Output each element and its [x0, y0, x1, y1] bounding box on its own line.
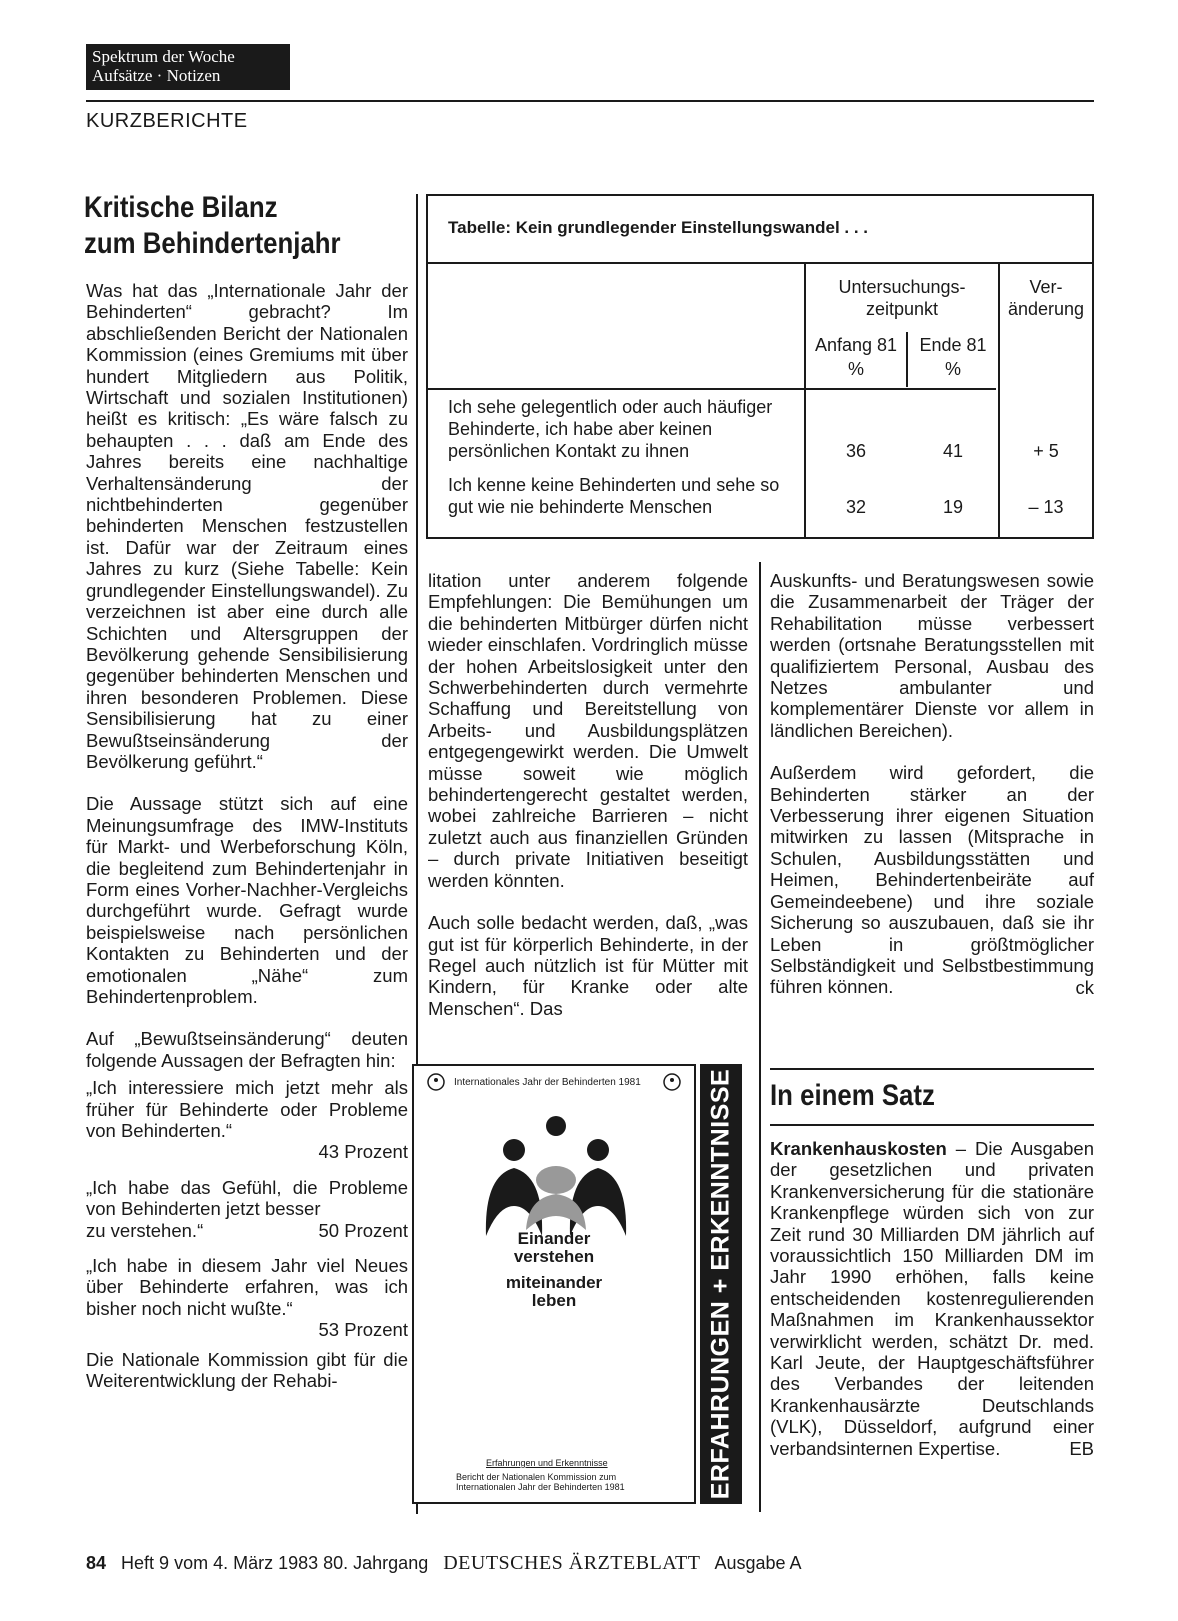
- article-headline: [84, 190, 359, 262]
- header-line-1: Spektrum der Woche: [92, 47, 235, 66]
- poster-top-label: Internationales Jahr der Behinderten 1981: [454, 1077, 641, 1088]
- page-number: 84: [86, 1553, 107, 1573]
- page-footer: [86, 1552, 802, 1575]
- quote-text: „Ich habe in diesem Jahr viel Neues über Behinderte erfahren, was ich bisher noch nicht wußte.“: [86, 1255, 408, 1319]
- survey-table: [426, 194, 1094, 539]
- paragraph: Auf „Bewußtseinsänderung“ deuten folgende Aussagen der Befragten hin:: [86, 1028, 408, 1071]
- paragraph: Die Aussage stützt sich auf eine Meinungsumfrage des IMW-Instituts für Markt- und Werbeforschung Köln, die begleitend zum Behindertenjahr in Form eines Vorher-Nachher-Vergleichs durchgeführt wurde. Gefragt wurde beispielsweise nach persönlichen Kontakten zu Behinderten und der emotionalen „Nähe“ zum Behindertenproblem.: [86, 793, 408, 1007]
- footer-issue: Heft 9 vom 4. März 1983 80. Jahrgang: [121, 1553, 429, 1573]
- poster-bottom-title: Erfahrungen und Erkenntnisse: [486, 1458, 608, 1468]
- poster-spine-text: ERFAHRUNGEN + ERKENNTNISSE: [706, 1068, 735, 1500]
- header-rule: [86, 100, 1094, 102]
- poster-slogan-1: Einander: [517, 1229, 591, 1248]
- paragraph: Auskunfts- und Beratungswesen sowie die Zusammenarbeit der Träger der Rehabilitation müsse verbessert werden (ortsnahe Beratungsstellen mit qualifiziertem Personal, Ausbau des Netzes ambulanter und komplementärer Dienste vor allem in ländlichen Bereichen).: [770, 570, 1094, 741]
- table-header-group: Untersuchungs-zeitpunkt: [838, 277, 966, 319]
- footer-edition: Ausgabe A: [714, 1553, 802, 1573]
- poster-spine: [700, 1064, 742, 1504]
- table-title: Tabelle: Kein grundlegender Einstellungswandel . . .: [448, 218, 869, 237]
- table-cell: 41: [942, 441, 964, 461]
- table-header-start: Anfang 81: [814, 335, 898, 355]
- section-header-box: [86, 44, 290, 90]
- column-divider: [759, 562, 761, 1512]
- table-header-change: Ver-änderung: [1007, 277, 1085, 319]
- quote-text-end: zu verstehen.“: [86, 1219, 204, 1241]
- quote-text: „Ich habe das Gefühl, die Probleme von Behinderten jetzt besser: [86, 1176, 408, 1220]
- quote-percent: 53 Prozent: [318, 1319, 408, 1341]
- iyhp-emblem-icon: [424, 1072, 448, 1092]
- poster-bottom-line: Bericht der Nationalen Kommission zum: [456, 1472, 617, 1482]
- table-rule: [428, 388, 996, 390]
- survey-quote: [86, 1255, 408, 1341]
- sidebar-body: [770, 1138, 1094, 1460]
- table-unit-start: %: [847, 359, 864, 379]
- quote-percent: 50 Prozent: [318, 1219, 408, 1241]
- article-column-1: [86, 280, 408, 1413]
- table-cell: – 13: [1028, 497, 1064, 517]
- section-label: KURZBERICHTE: [86, 110, 248, 132]
- table-cell: 36: [845, 441, 867, 461]
- sidebar-title: In einem Satz: [770, 1079, 935, 1112]
- paragraph: Außerdem wird gefordert, die Behinderten stärker an der Verbesserung ihrer eigenen Situation mitwirken zu lassen (Mitsprache in Schulen, Ausbildungsstätten und Heimen, Behindertenbeiräte auf Gemeindeebene) und ihre soziale Sicherung so auszubauen, daß sie ihr Leben in größtmöglicher Selbständigkeit und Selbstbestimmung führen können.: [770, 762, 1094, 998]
- table-cell: + 5: [1033, 441, 1059, 461]
- article-column-3: [770, 570, 1094, 998]
- table-cell: 19: [942, 497, 964, 517]
- poster-image: [412, 1064, 696, 1504]
- header-line-2: Aufsätze · Notizen: [92, 66, 221, 85]
- table-row-label: Ich sehe gelegentlich oder auch häufiger Behinderte, ich habe aber keinen persönlichen Kontakt zu ihnen: [448, 397, 773, 461]
- sidebar-initials: EB: [1069, 1438, 1094, 1460]
- paragraph: Die Nationale Kommission gibt für die Weiterentwicklung der Rehabi-: [86, 1348, 408, 1392]
- author-initials: ck: [1075, 976, 1094, 998]
- poster-slogan-2: verstehen: [513, 1247, 595, 1266]
- survey-quote: [86, 1077, 408, 1163]
- survey-quote: [86, 1177, 408, 1241]
- table-unit-end: %: [944, 359, 961, 379]
- article-column-2: [428, 570, 748, 1040]
- paragraph: litation unter anderem folgende Empfehlungen: Die Bemühungen um die behinderten Mitbürger dürfen nicht wieder einschlafen. Vordringlich müsse der hohen Arbeitslosigkeit unter den Schwerbehinderten durch vermehrte Schaffung und Bereitstellung von Arbeits- und Ausbildungsplätzen entgegengewirkt werden. Die Umwelt müsse soweit wie möglich behindertengerecht gestaltet werden, wobei zahlreiche Barrieren – nicht zuletzt auch aus finanziellen Gründen – durch private Initiativen beseitigt werden könnten.: [428, 570, 748, 891]
- paragraph: Auch solle bedacht werden, daß, „was gut ist für körperlich Behinderte, in der Regel auch nützlich ist für Mütter mit Kindern, für Kranke oder alte Menschen“. Das: [428, 912, 748, 1019]
- headline-line-1: Kritische Bilanz: [84, 191, 278, 224]
- sidebar-title-rule: [770, 1124, 1094, 1126]
- poster-bottom-line: Internationalen Jahr der Behinderten 1981: [456, 1482, 625, 1492]
- table-column-rule: [998, 262, 1000, 537]
- iyhp-emblem-icon: [660, 1072, 684, 1092]
- table-cell: 32: [845, 497, 867, 517]
- table-header-end: Ende 81: [919, 335, 987, 355]
- footer-magazine: DEUTSCHES ÄRZTEBLATT: [443, 1552, 701, 1574]
- headline-line-2: zum Behindertenjahr: [84, 227, 341, 260]
- table-row-label: Ich kenne keine Behinderten und sehe so gut wie nie behinderte Menschen: [448, 475, 780, 517]
- poster-slogan-3: miteinander: [505, 1273, 603, 1292]
- sidebar-top-rule: [770, 1068, 1094, 1070]
- sidebar-lead: Krankenhauskosten: [770, 1138, 947, 1159]
- quote-text: „Ich interessiere mich jetzt mehr als früher für Behinderte oder Probleme von Behinderten.“: [86, 1077, 408, 1142]
- quote-percent: 43 Prozent: [318, 1141, 408, 1163]
- table-rule: [428, 262, 1092, 264]
- poster-slogan-4: leben: [531, 1291, 577, 1310]
- paragraph: Was hat das „Internationale Jahr der Behinderten“ gebracht? Im abschließenden Bericht der Nationalen Kommission (eines Gremiums mit über hundert Mitgliedern aus Politik, Wirtschaft und sozialen Institutionen) heißt es kritisch: „Es wäre falsch zu behaupten . . . daß am Ende des Jahres bereits eine nachhaltige Verhaltensänderung der nichtbehinderten gegenüber behinderten Menschen festzustellen ist. Dafür war der Zeitraum eines Jahres zu kurz (Siehe Tabelle: Kein grundlegender Einstellungswandel). Zu verzeichnen ist aber eine durch alle Schichten und Altersgruppen der Bevölkerung gehende Sensibilisierung gegenüber behinderten Menschen und ihren besonderen Problemen. Diese Sensibilisierung hat zu einer Bewußtseinsänderung der Bevölkerung geführt.“: [86, 280, 408, 772]
- sidebar-text: – Die Ausgaben der gesetzlichen und privaten Krankenversicherung für die stationäre Krankenpflege würden sich von zur Zeit rund 30 Milliarden DM jährlich auf voraussichtlich 150 Milliarden DM im Jahr 1990 erhöhen, falls keine entscheidenden kostenregulierenden Maßnahmen im Krankenhaussektor verwirklicht werden, schätzt Dr. med. Karl Jeute, der Hauptgeschäftsführer des Verbandes der leitenden Krankenhausärzte Deutschlands (VLK), Düsseldorf, aufgrund einer verbandsinternen Expertise.: [770, 1138, 1094, 1459]
